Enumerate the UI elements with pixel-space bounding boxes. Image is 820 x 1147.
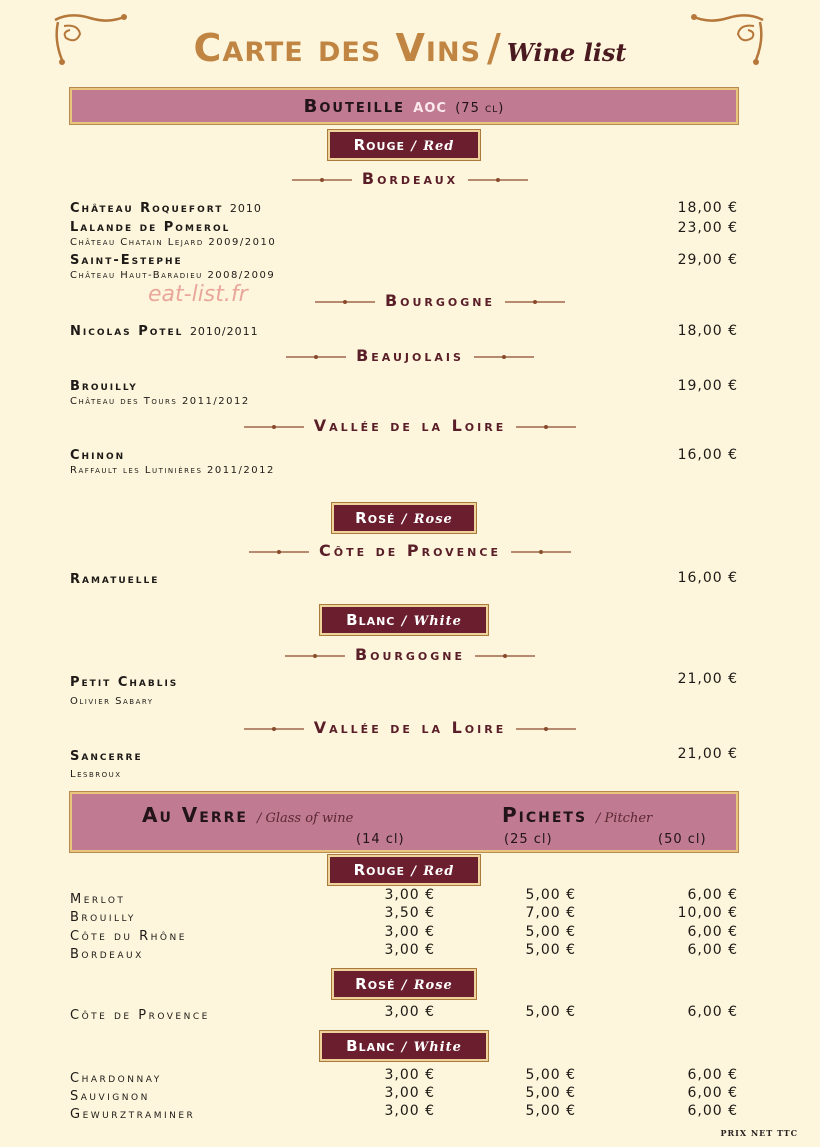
pitcher-small-price: 5,00 € [525, 1103, 576, 1119]
glass-wine-name: Côte de Provence [70, 1008, 210, 1023]
region-provence: Côte de Provence [0, 541, 820, 560]
wine-detail: Château des Tours 2011/2012 [70, 396, 250, 407]
glass-wine-name: Merlot [70, 892, 126, 907]
pitcher-large-price: 10,00 € [677, 905, 738, 921]
pitcher-large-price: 6,00 € [687, 1085, 738, 1101]
region-bourgogne-white: Bourgogne [0, 645, 820, 664]
divider-ornament-icon [249, 548, 309, 556]
page-title [0, 26, 820, 70]
divider-ornament-icon [475, 652, 535, 660]
pitcher-large-price: 6,00 € [687, 1067, 738, 1083]
divider-ornament-icon [292, 176, 352, 184]
wine-detail: Château Chatain Lejard 2009/2010 [70, 237, 277, 248]
glass-price: 3,00 € [384, 1085, 435, 1101]
title-separator: / [487, 26, 501, 70]
pitcher-small-price: 5,00 € [525, 1004, 576, 1020]
glass-wine-name: Gewurztraminer [70, 1107, 196, 1122]
pitcher-small-price: 7,00 € [525, 905, 576, 921]
wine-detail: Olivier Sabary [70, 696, 154, 707]
divider-ornament-icon [505, 298, 565, 306]
wine-detail: Lesbroux [70, 769, 122, 780]
divider-ornament-icon [516, 423, 576, 431]
pitcher-small-volume: (25 cl) [504, 832, 553, 847]
pitcher-large-price: 6,00 € [687, 942, 738, 958]
pitcher-small-price: 5,00 € [525, 942, 576, 958]
bottle-section-band [70, 88, 738, 124]
wine-price: 21,00 € [677, 746, 738, 762]
wine-price: 21,00 € [677, 671, 738, 687]
divider-ornament-icon [516, 725, 576, 733]
region-loire-white: Vallée de la Loire [0, 718, 820, 737]
pitcher-large-volume: (50 cl) [658, 832, 707, 847]
bottle-volume: (75 cl) [455, 101, 505, 116]
glass-wine-name: Chardonnay [70, 1071, 162, 1086]
region-loire-red: Vallée de la Loire [0, 416, 820, 435]
tag-blanc-glass: Blanc / White [320, 1031, 488, 1061]
pitcher-small-price: 5,00 € [525, 924, 576, 940]
glass-heading: Au Verre / Glass of wine [142, 803, 354, 827]
bottle-label: Bouteille [303, 96, 406, 117]
wine-name: Ramatuelle [70, 572, 160, 587]
glass-price: 3,00 € [384, 1103, 435, 1119]
title-french: Carte des Vins [193, 26, 482, 70]
wine-price: 18,00 € [677, 323, 738, 339]
divider-ornament-icon [244, 725, 304, 733]
divider-ornament-icon [244, 423, 304, 431]
glass-price: 3,00 € [384, 1067, 435, 1083]
wine-name: Chinon [70, 448, 126, 463]
glass-price: 3,00 € [384, 1004, 435, 1020]
pitcher-large-price: 6,00 € [687, 1004, 738, 1020]
glass-section-band [70, 792, 738, 852]
tag-rouge-glass: Rouge / Red [328, 855, 480, 885]
wine-name: Brouilly [70, 379, 138, 394]
pitcher-small-price: 5,00 € [525, 1067, 576, 1083]
glass-wine-name: Bordeaux [70, 947, 144, 962]
price-note: PRIX NET TTC [720, 1128, 798, 1138]
aoc-label: AOC [413, 101, 447, 116]
wine-name: Nicolas Potel 2010/2011 [70, 324, 259, 339]
glass-wine-name: Sauvignon [70, 1089, 150, 1104]
wine-price: 19,00 € [677, 378, 738, 394]
divider-ornament-icon [474, 353, 534, 361]
wine-name: Saint-Estephe [70, 253, 183, 268]
tag-blanc-bottle: Blanc / White [320, 605, 488, 635]
wine-name: Sancerre [70, 749, 143, 764]
tag-rose-bottle: Rosé / Rose [332, 503, 476, 533]
glass-wine-name: Brouilly [70, 910, 136, 925]
divider-ornament-icon [285, 652, 345, 660]
divider-ornament-icon [315, 298, 375, 306]
glass-wine-name: Côte du Rhône [70, 929, 187, 944]
wine-detail: Raffault les Lutinières 2011/2012 [70, 465, 275, 476]
watermark: eat-list.fr [148, 282, 248, 307]
glass-price: 3,00 € [384, 942, 435, 958]
pitcher-large-price: 6,00 € [687, 887, 738, 903]
wine-price: 16,00 € [677, 447, 738, 463]
region-bourgogne-red: Bourgogne [0, 291, 820, 310]
region-beaujolais: Beaujolais [0, 346, 820, 365]
tag-rose-glass: Rosé / Rose [332, 969, 476, 999]
wine-price: 29,00 € [677, 252, 738, 268]
wine-name: Château Roquefort 2010 [70, 201, 262, 216]
region-bordeaux: Bordeaux [0, 169, 820, 188]
wine-name: Petit Chablis [70, 675, 179, 690]
wine-price: 23,00 € [677, 220, 738, 236]
tag-rouge-bottle: Rouge / Red [328, 130, 480, 160]
glass-price: 3,00 € [384, 924, 435, 940]
divider-ornament-icon [286, 353, 346, 361]
glass-volume: (14 cl) [356, 832, 405, 847]
divider-ornament-icon [511, 548, 571, 556]
pitcher-heading: Pichets / Pitcher [502, 803, 653, 827]
wine-name: Lalande de Pomerol [70, 220, 231, 235]
pitcher-large-price: 6,00 € [687, 1103, 738, 1119]
divider-ornament-icon [468, 176, 528, 184]
wine-price: 18,00 € [677, 200, 738, 216]
wine-price: 16,00 € [677, 570, 738, 586]
glass-price: 3,50 € [384, 905, 435, 921]
glass-price: 3,00 € [384, 887, 435, 903]
pitcher-small-price: 5,00 € [525, 887, 576, 903]
pitcher-small-price: 5,00 € [525, 1085, 576, 1101]
title-english: Wine list [506, 38, 627, 67]
pitcher-large-price: 6,00 € [687, 924, 738, 940]
wine-detail: Château Haut-Baradieu 2008/2009 [70, 270, 276, 281]
